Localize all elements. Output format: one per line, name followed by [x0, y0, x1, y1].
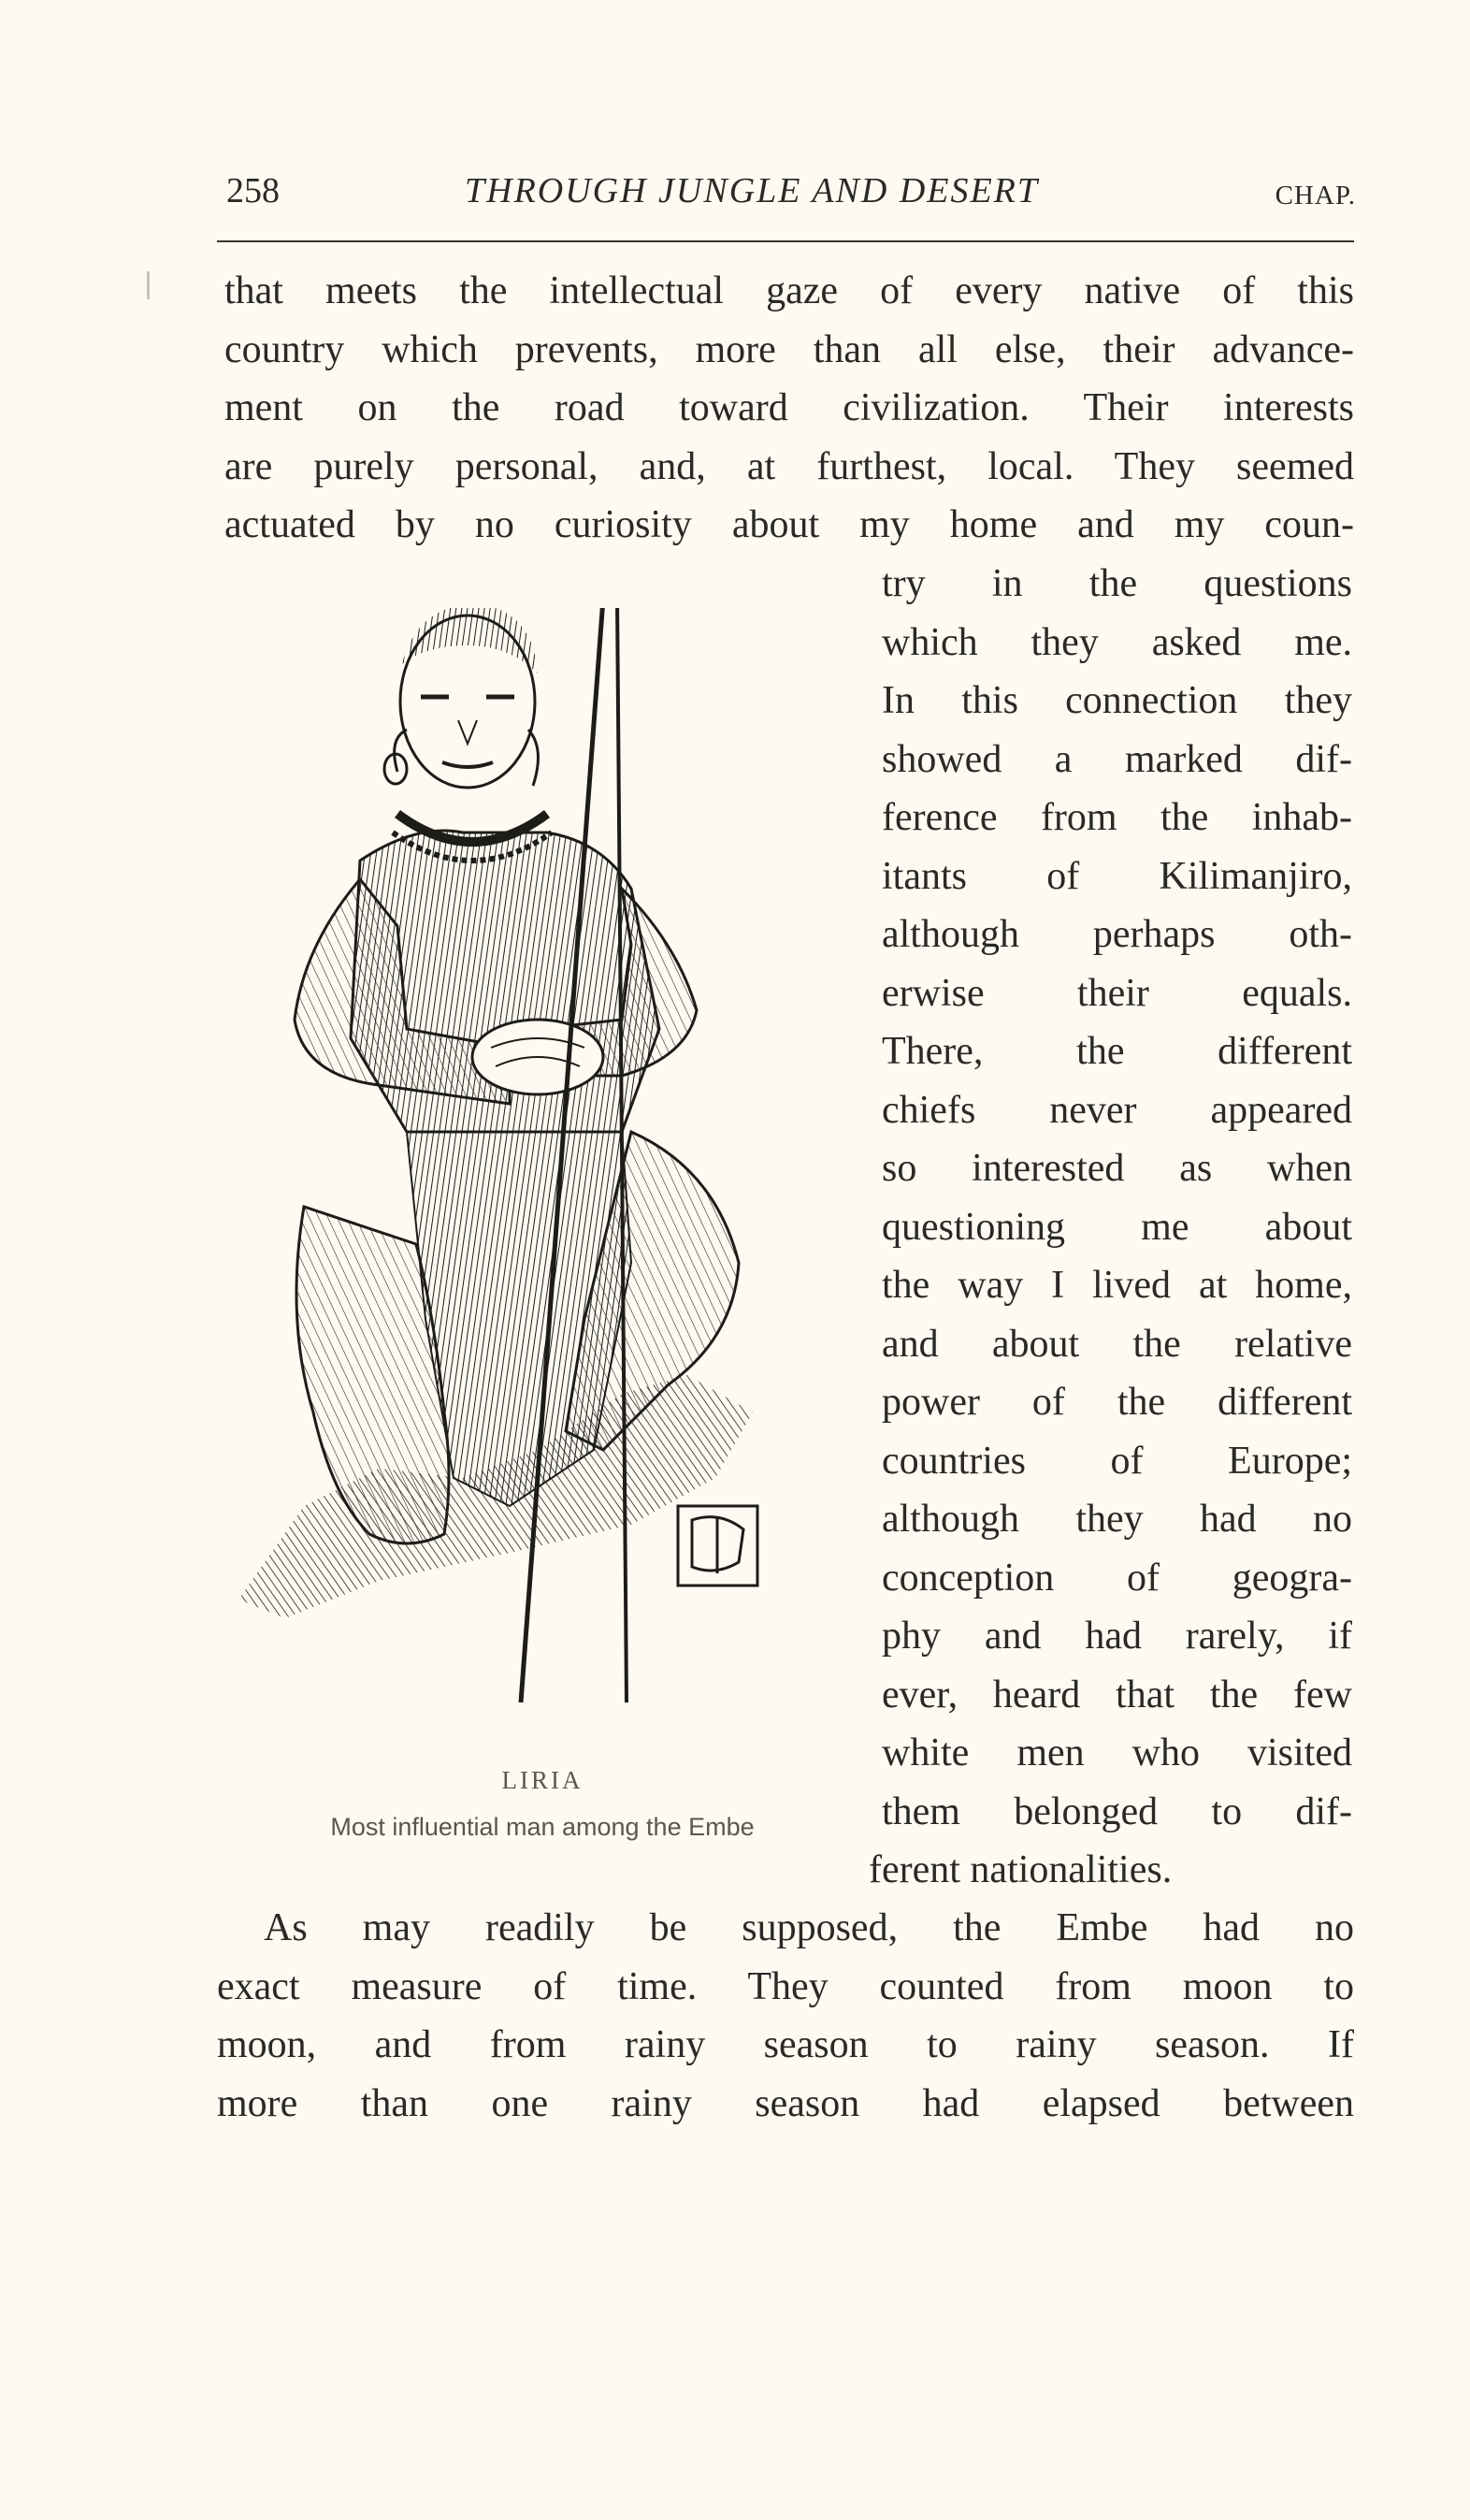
text-line: country which prevents, more than all else, their advance-	[224, 327, 1354, 371]
paragraph-intro	[224, 262, 1354, 555]
paragraph-time	[217, 1899, 1354, 2133]
text-line: are purely personal, and, at furthest, local. They seemed	[224, 444, 1354, 488]
text-line: power of the different	[882, 1381, 1352, 1424]
page-number: 258	[226, 171, 280, 210]
text-line: and about the relative	[882, 1322, 1352, 1366]
text-line: questioning me about	[882, 1205, 1352, 1249]
text-line: As may readily be supposed, the Embe had no	[264, 1906, 1354, 1949]
running-title: THROUGH JUNGLE AND DESERT	[465, 171, 1040, 210]
running-head	[226, 168, 1356, 224]
margin-mark	[147, 271, 150, 299]
text-line: countries of Europe;	[882, 1439, 1352, 1483]
text-line: so interested as when	[882, 1147, 1352, 1190]
text-line: although they had no	[882, 1498, 1352, 1541]
text-line: them belonged to dif-	[882, 1789, 1352, 1833]
text-line: which they asked me.	[882, 620, 1352, 664]
engraving-drawing	[229, 608, 851, 1749]
caption-title: LIRIA	[501, 1766, 584, 1794]
text-line: although perhaps oth-	[882, 913, 1352, 956]
text-line: try in the questions	[882, 562, 1352, 605]
chapter-label: CHAP.	[1275, 181, 1356, 210]
text-line: ference from the inhab-	[882, 796, 1352, 839]
text-line: moon, and from rainy season to rainy season. If	[217, 2023, 1354, 2066]
caption-text: Most influential man among the Embe	[330, 1813, 755, 1841]
text-line: more than one rainy season had elapsed between	[217, 2081, 1354, 2125]
text-line: ment on the road toward civilization. Their interests	[224, 386, 1354, 429]
text-line: erwise their equals.	[882, 971, 1352, 1015]
text-line: exact measure of time. They counted from moon to	[217, 1964, 1354, 2008]
text-line: itants of Kilimanjiro,	[882, 854, 1352, 898]
text-line: white men who visited	[882, 1731, 1352, 1774]
text-line: that meets the intellectual gaze of every native of this	[224, 269, 1354, 312]
text-line: phy and had rarely, if	[882, 1615, 1352, 1658]
text-line: ferent nationalities.	[869, 1848, 1173, 1891]
text-line: ever, heard that the few	[882, 1673, 1352, 1716]
text-line: conception of geogra-	[882, 1556, 1352, 1600]
text-line: In this connection they	[882, 679, 1352, 722]
text-line: There, the different	[882, 1030, 1352, 1073]
header-rule	[217, 240, 1354, 242]
text-line: showed a marked dif-	[882, 737, 1352, 781]
text-line: chiefs never appeared	[882, 1088, 1352, 1132]
text-line: the way I lived at home,	[882, 1264, 1352, 1307]
text-line: actuated by no curiosity about my home and my coun-	[224, 503, 1354, 546]
text-column	[882, 555, 1352, 1841]
illustration-liria	[229, 608, 851, 1749]
